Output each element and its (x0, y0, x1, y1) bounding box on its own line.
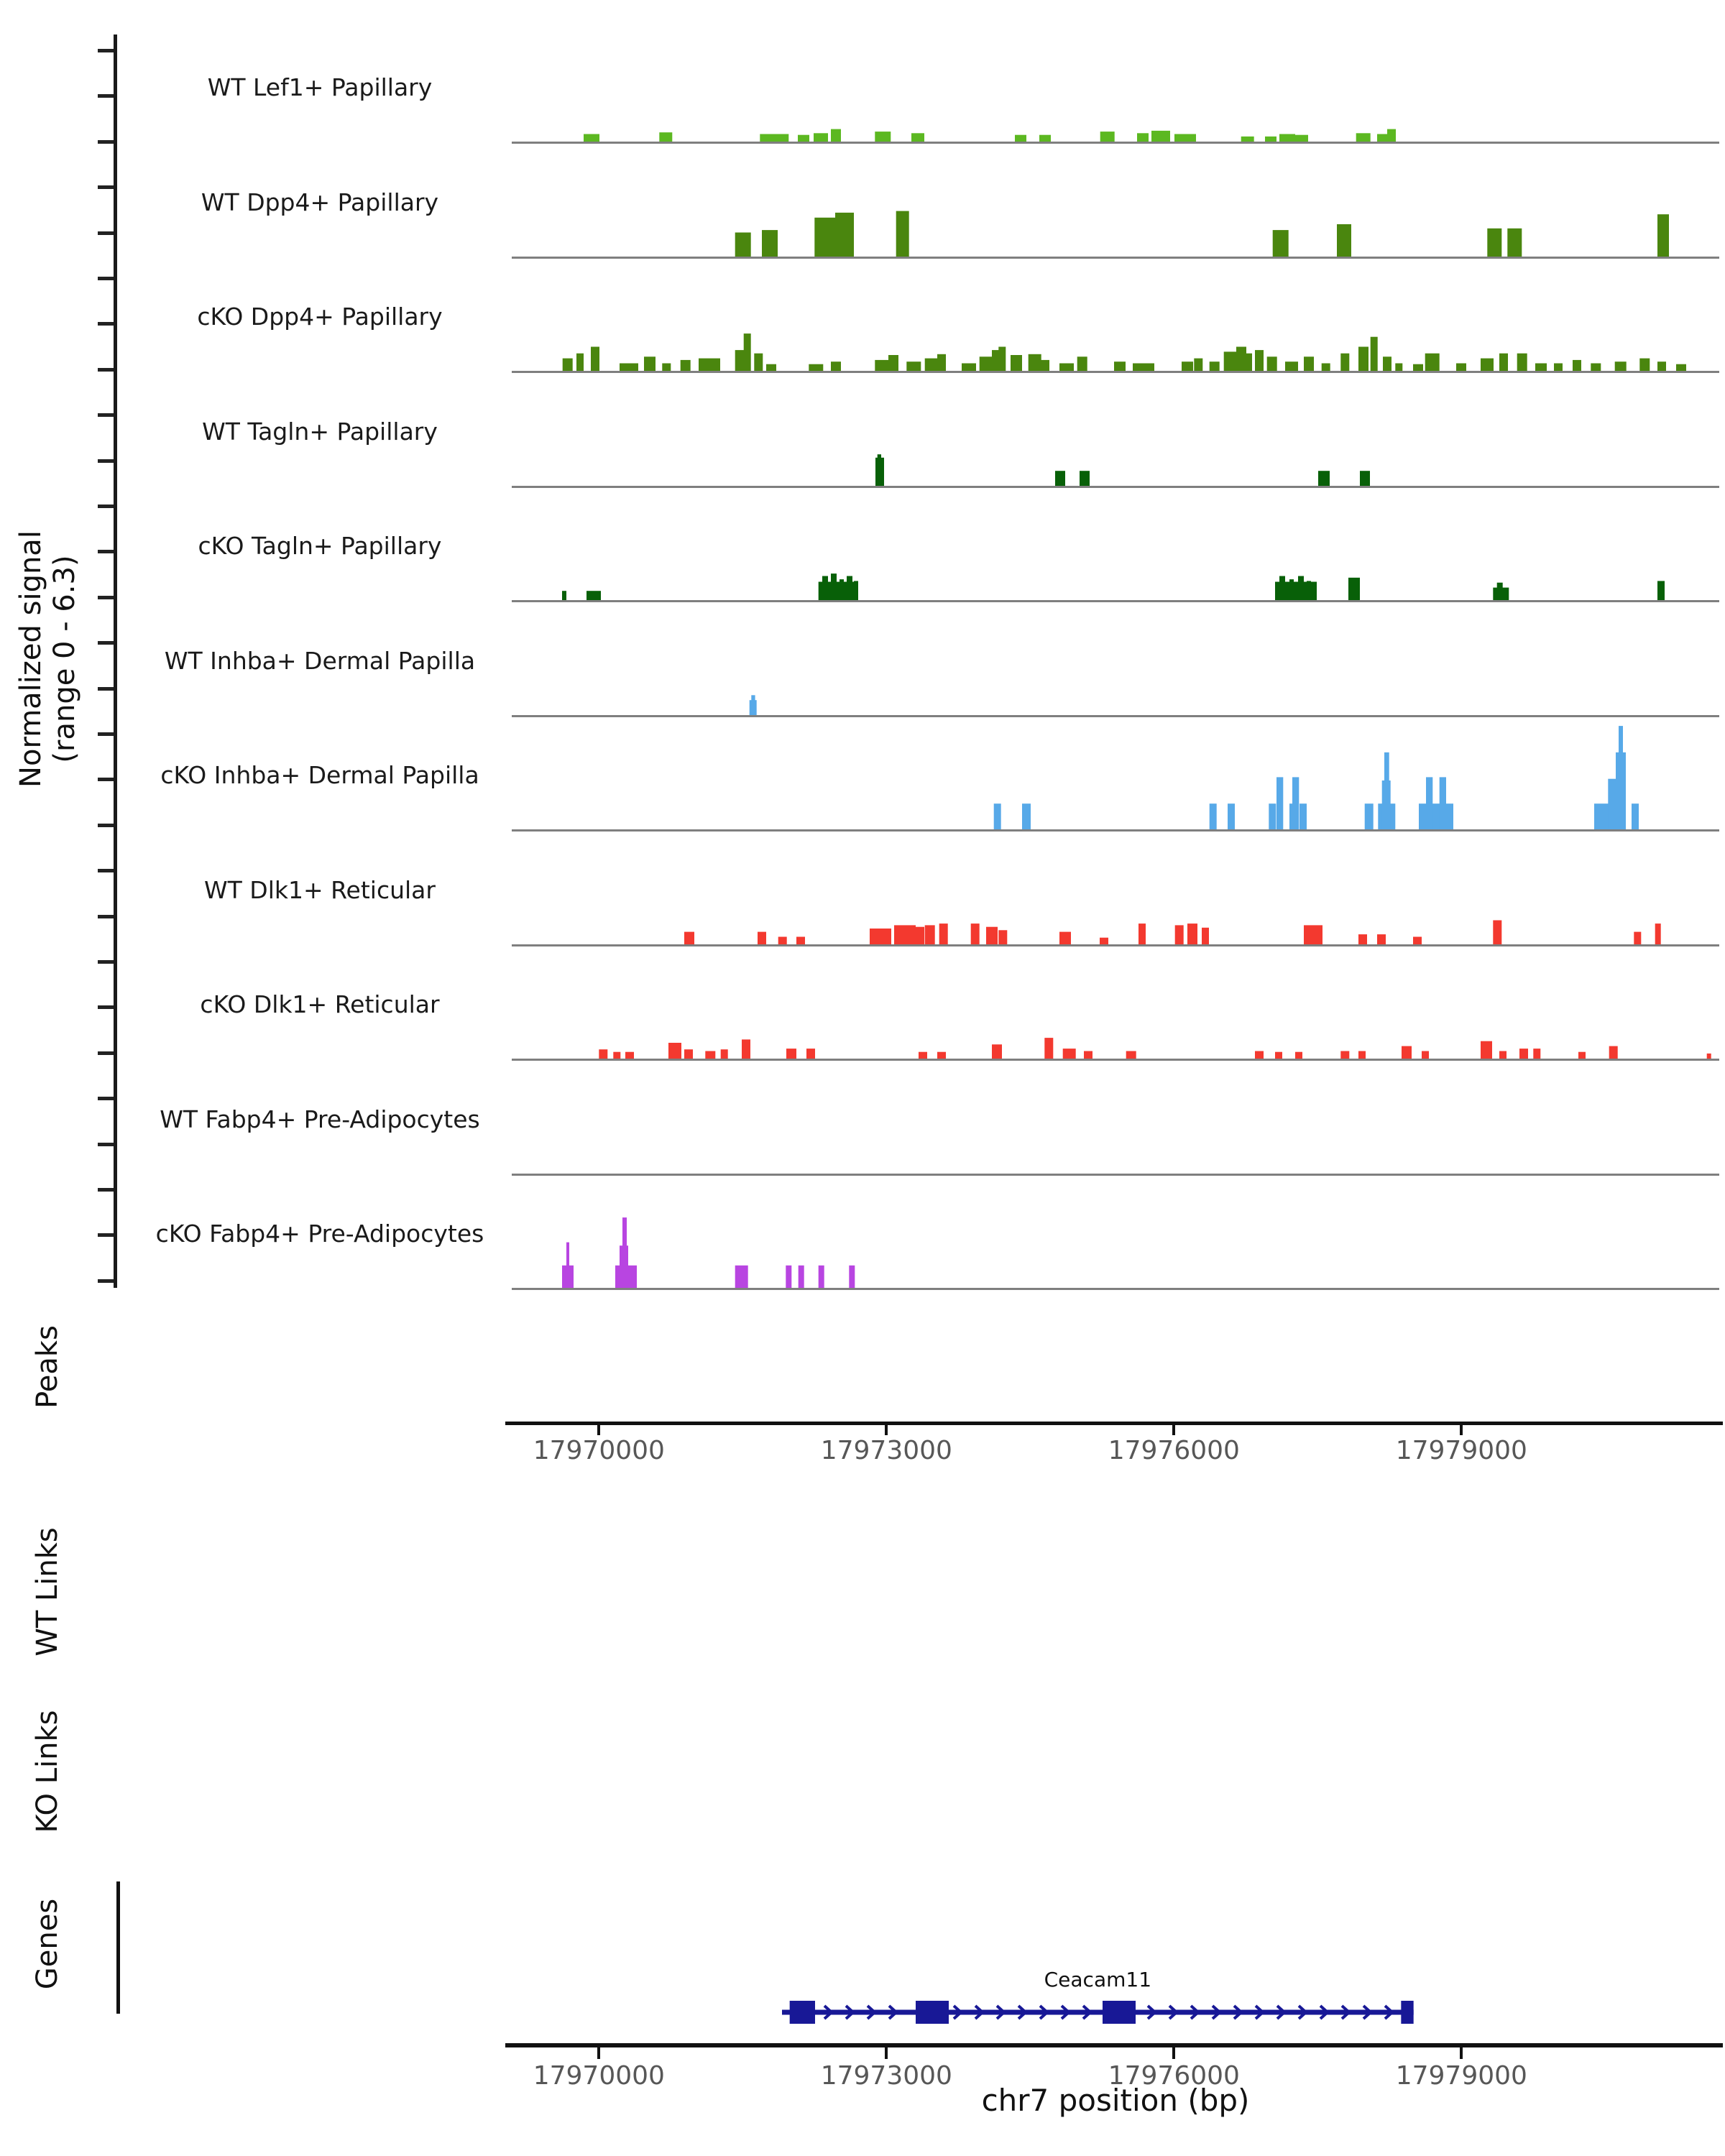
section-label-ko-links: KO Links (31, 1710, 64, 1833)
y-axis-tick (98, 687, 114, 691)
track-baseline (512, 257, 1719, 259)
signal-peak (1426, 777, 1432, 830)
signal-peak (937, 354, 946, 372)
signal-peak (762, 230, 778, 257)
signal-peak (835, 212, 854, 257)
signal-peak (1307, 581, 1311, 601)
signal-peak (854, 581, 858, 601)
signal-peak (1358, 934, 1367, 945)
track-label: WT Lef1+ Papillary (207, 73, 433, 101)
signal-peak (1077, 356, 1087, 372)
signal-peak (1187, 923, 1197, 945)
signal-peak (1138, 923, 1146, 945)
track-signal (512, 608, 1719, 716)
signal-peak (819, 1266, 824, 1289)
track-signal (512, 1067, 1719, 1174)
signal-peak (1041, 360, 1049, 372)
signal-peak (1285, 361, 1298, 372)
signal-peak (1657, 581, 1665, 601)
track-signal (512, 722, 1719, 830)
signal-peak (1029, 354, 1041, 372)
signal-peak (1044, 1038, 1053, 1059)
track-label: cKO Fabp4+ Pre-Adipocytes (155, 1220, 484, 1248)
bottom-axis-line (505, 2043, 1723, 2047)
signal-peak (1402, 1046, 1412, 1059)
signal-peak (1245, 354, 1252, 372)
y-axis-tick (98, 1279, 114, 1283)
signal-peak (1573, 360, 1581, 372)
x-axis-tick-label: 17979000 (1395, 1436, 1527, 1465)
signal-peak (622, 1217, 627, 1289)
section-label-wt-links: WT Links (31, 1527, 64, 1657)
signal-peak (1055, 471, 1065, 487)
signal-peak (1383, 356, 1392, 372)
signal-peak (1655, 923, 1661, 945)
track-baseline (512, 142, 1719, 144)
signal-peak (840, 579, 844, 601)
signal-peak (896, 211, 909, 257)
track-baseline (512, 1288, 1719, 1290)
signal-peak (699, 359, 720, 372)
track-label: cKO Dpp4+ Papillary (197, 303, 443, 331)
y-axis-label-line1: Normalized signal (14, 530, 47, 788)
signal-peak (822, 576, 828, 602)
track-signal (512, 149, 1719, 257)
signal-peak (875, 132, 891, 142)
y-axis-tick (98, 277, 114, 280)
signal-peak (806, 1049, 815, 1059)
signal-peak (1100, 132, 1115, 142)
signal-peak (831, 129, 841, 142)
y-axis-tick (98, 505, 114, 508)
signal-peak (998, 347, 1006, 372)
track-baseline (512, 944, 1719, 946)
x-axis-tick-label: 17970000 (533, 1436, 665, 1465)
y-axis-tick (98, 869, 114, 872)
signal-peak (599, 1049, 607, 1059)
x-axis-tick (1460, 2046, 1463, 2059)
signal-peak (659, 132, 672, 142)
signal-peak (644, 356, 656, 372)
track-baseline (512, 600, 1719, 602)
signal-peak (847, 576, 852, 602)
signal-peak (878, 454, 881, 487)
track-signal (512, 952, 1719, 1059)
track-label: WT Tagln+ Papillary (202, 417, 438, 446)
signal-peak (986, 926, 998, 944)
x-axis-tick (597, 2046, 600, 2059)
signal-peak (735, 1266, 748, 1289)
signal-peak (998, 930, 1007, 945)
signal-peak (1318, 471, 1330, 487)
signal-peak (1440, 777, 1446, 830)
track-label: WT Inhba+ Dermal Papilla (164, 646, 476, 675)
track-signal (512, 264, 1719, 372)
signal-peak (562, 591, 566, 601)
section-label-peaks: Peaks (31, 1325, 64, 1409)
signal-peak (1517, 354, 1527, 372)
signal-peak (888, 355, 898, 372)
signal-peak (742, 1039, 750, 1059)
y-axis-tick (98, 641, 114, 645)
signal-peak (1063, 1049, 1076, 1059)
signal-peak (1634, 931, 1641, 944)
signal-peak (1011, 355, 1022, 372)
signal-peak (586, 591, 601, 601)
signal-peak (1493, 920, 1501, 945)
y-axis-tick (98, 1051, 114, 1055)
signal-peak (721, 1049, 728, 1059)
signal-peak (576, 354, 584, 372)
section-label-genes: Genes (31, 1898, 64, 1990)
signal-peak (1175, 925, 1184, 945)
gene-name-label: Ceacam11 (1044, 1968, 1152, 1991)
signal-peak (681, 360, 691, 372)
track-signal (512, 493, 1719, 601)
x-axis-tick (597, 1424, 600, 1435)
y-axis-tick (98, 368, 114, 372)
signal-peak (1371, 337, 1378, 372)
gene-exon (1401, 2001, 1413, 2024)
signal-peak (786, 1266, 791, 1289)
signal-peak (1499, 354, 1508, 372)
signal-peak (1210, 803, 1217, 830)
y-axis-tick (98, 459, 114, 463)
signal-peak (994, 803, 1001, 830)
signal-peak (1080, 471, 1090, 487)
signal-peak (1340, 354, 1349, 372)
track-label: cKO Inhba+ Dermal Papilla (160, 761, 479, 789)
signal-peak (1337, 224, 1351, 257)
track-baseline (512, 371, 1719, 373)
signal-peak (1533, 1049, 1540, 1059)
signal-peak (751, 695, 755, 716)
peaks-axis-line (505, 1422, 1723, 1425)
signal-peak (1236, 347, 1246, 372)
signal-peak (735, 232, 751, 257)
y-axis-tick (98, 1188, 114, 1192)
signal-peak (1615, 361, 1627, 372)
signal-peak (563, 359, 573, 372)
signal-peak (1182, 361, 1193, 372)
signal-peak (925, 925, 935, 945)
signal-peak (591, 347, 599, 372)
signal-peak (1114, 361, 1126, 372)
signal-peak (668, 1043, 681, 1059)
signal-peak (1387, 129, 1396, 142)
signal-peak (1639, 359, 1650, 372)
track-label: WT Dpp4+ Papillary (201, 188, 439, 216)
x-axis-tick-label: 17976000 (1108, 1436, 1240, 1465)
signal-peak (1632, 803, 1639, 830)
genes-section-axis-line (116, 1881, 120, 2014)
y-axis-tick (98, 732, 114, 736)
x-axis-tick-label: 17970000 (533, 2061, 665, 2091)
signal-peak (814, 217, 836, 257)
signal-peak (1425, 354, 1440, 372)
signal-peak (831, 361, 841, 372)
signal-peak (1151, 131, 1170, 142)
signal-peak (1194, 359, 1202, 372)
signal-peak (1365, 803, 1374, 830)
signal-peak (1358, 347, 1368, 372)
y-axis-tick (98, 596, 114, 599)
signal-peak (1419, 803, 1453, 830)
track-baseline (512, 1174, 1719, 1176)
signal-peak (1267, 356, 1277, 372)
track-label: cKO Dlk1+ Reticular (200, 990, 440, 1018)
signal-peak (799, 1266, 804, 1289)
track-signal (512, 837, 1719, 945)
gene-model (512, 1962, 1719, 2063)
x-axis-tick (885, 2046, 888, 2059)
y-axis-label (14, 530, 82, 788)
y-axis-tick (98, 413, 114, 417)
signal-peak (992, 1044, 1002, 1059)
signal-peak (1279, 576, 1285, 602)
signal-peak (684, 931, 694, 944)
y-axis-tick (98, 1097, 114, 1100)
signal-peak (1210, 361, 1220, 372)
signal-peak (1507, 228, 1522, 257)
y-axis-tick (98, 960, 114, 964)
x-axis-tick (885, 1424, 888, 1435)
signal-peak (1202, 927, 1209, 944)
track-signal (512, 34, 1719, 142)
track-signal (512, 1181, 1719, 1289)
signal-peak (1269, 803, 1276, 830)
track-signal (512, 379, 1719, 487)
signal-peak (1273, 230, 1289, 257)
signal-peak (894, 925, 916, 945)
signal-peak (939, 923, 948, 945)
gene-exon (1103, 2001, 1136, 2024)
signal-peak (1276, 777, 1283, 830)
signal-peak (1497, 583, 1503, 601)
y-axis-tick (98, 915, 114, 918)
x-axis-tick (1172, 1424, 1175, 1435)
signal-peak (1609, 1046, 1618, 1059)
signal-peak (1022, 803, 1031, 830)
x-axis-tick-label: 17976000 (1108, 2061, 1240, 2091)
y-axis-label-line2: (range 0 - 6.3) (48, 555, 81, 763)
track-baseline (512, 486, 1719, 488)
signal-peak (1304, 925, 1322, 945)
signal-peak (849, 1266, 855, 1289)
y-axis-tick (98, 824, 114, 827)
x-axis-tick (1460, 1424, 1463, 1435)
signal-peak (786, 1049, 796, 1059)
signal-peak (1519, 1049, 1528, 1059)
signal-peak (1348, 578, 1360, 601)
x-axis-tick (1172, 2046, 1175, 2059)
signal-peak (1657, 361, 1666, 372)
signal-peak (1481, 1041, 1492, 1059)
signal-peak (1059, 931, 1071, 944)
signal-peak (754, 354, 763, 372)
signal-peak (1377, 934, 1386, 945)
signal-peak (1384, 752, 1389, 830)
signal-peak (1292, 777, 1299, 830)
track-label: WT Dlk1+ Reticular (204, 875, 436, 904)
signal-peak (1289, 579, 1294, 601)
signal-peak (1487, 228, 1501, 257)
signal-peak (566, 1243, 569, 1289)
gene-exon (790, 2001, 815, 2024)
signal-peak (1298, 576, 1304, 602)
signal-peak (1255, 350, 1264, 372)
signal-peak (870, 929, 891, 945)
track-baseline (512, 829, 1719, 831)
signal-peak (906, 361, 921, 372)
signal-peak (1481, 359, 1494, 372)
x-axis-title: chr7 position (bp) (981, 2083, 1250, 2118)
signal-peak (1300, 803, 1307, 830)
x-axis-tick-label: 17973000 (820, 1436, 952, 1465)
signal-peak (913, 926, 924, 944)
signal-peak (831, 573, 837, 601)
y-axis-tick (98, 231, 114, 235)
track-label: WT Fabp4+ Pre-Adipocytes (160, 1105, 480, 1133)
signal-peak (1224, 351, 1237, 372)
y-axis-tick (98, 140, 114, 144)
track-label: cKO Tagln+ Papillary (198, 532, 442, 560)
signal-peak (744, 333, 751, 372)
x-axis-tick-label: 17973000 (820, 2061, 952, 2091)
signal-peak (971, 923, 980, 945)
signal-peak (1657, 214, 1669, 257)
track-baseline (512, 715, 1719, 717)
signal-peak (1360, 471, 1370, 487)
gene-exon (916, 2001, 949, 2024)
signal-peak (1304, 356, 1314, 372)
signal-peak (1619, 726, 1623, 830)
signal-peak (758, 931, 766, 944)
track-baseline (512, 1059, 1719, 1061)
y-axis-tick (98, 1143, 114, 1146)
signal-peak (1228, 803, 1235, 830)
y-axis-tick (98, 49, 114, 52)
x-axis-tick-label: 17979000 (1395, 2061, 1527, 2091)
signal-peak (684, 1049, 693, 1059)
